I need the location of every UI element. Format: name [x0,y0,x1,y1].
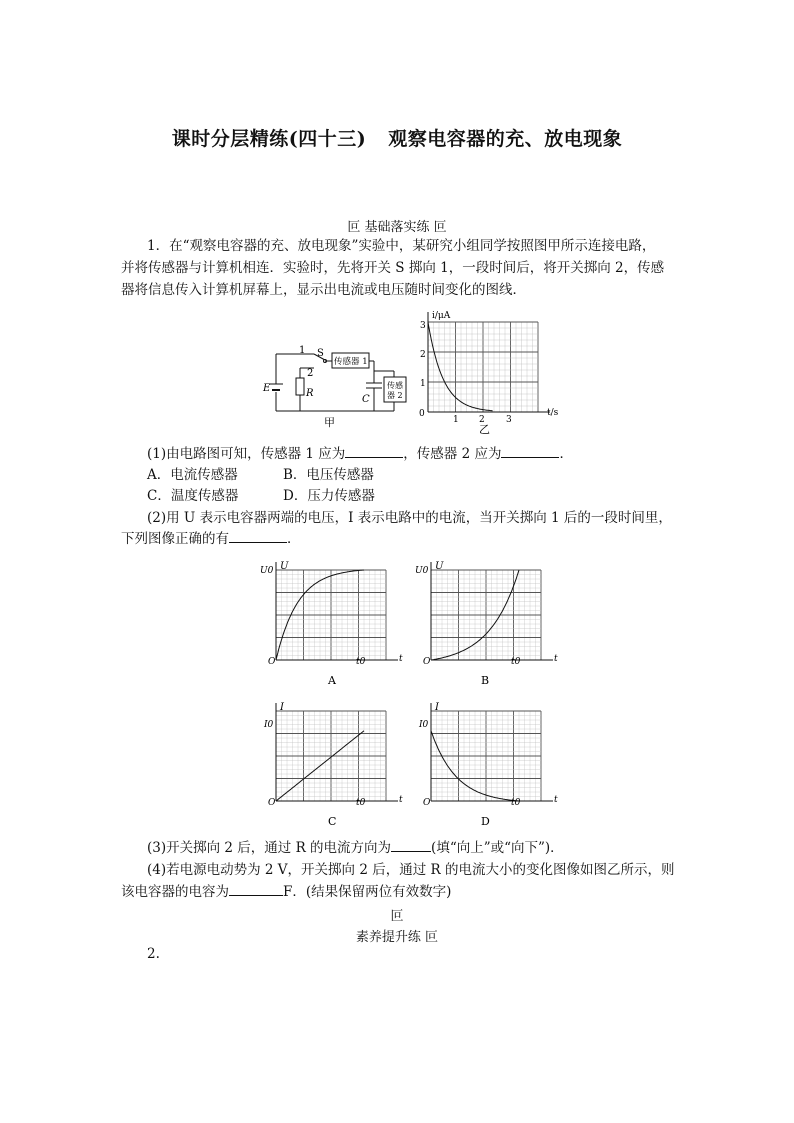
graph-a-origin: O [268,657,276,667]
graph-c-origin: O [268,798,276,808]
graph-d-x0: t0 [511,798,521,808]
switch-label: S [317,348,324,359]
graph-yi-ytick-2: 2 [420,350,426,360]
title-topic: 观察电容器的充、放电现象 [388,128,623,150]
q1-part4-text-a: 该电容器的电容为 [121,884,229,900]
sensor1-answer-blank[interactable] [345,443,403,458]
graph-a-grid [276,562,398,660]
graph-c-x0: t0 [356,798,366,808]
q1-part2-line1: (2)用 U 表示电容器两端的电压，I 表示电路中的电流，当开关掷向 1 后的一段时间里， [147,510,672,526]
graph-c-caption: C [328,815,337,828]
graph-yi-xlabel: t/s [547,408,559,418]
option-b: B．电压传感器 [283,467,374,483]
q1-part3-text-a: (3)开关掷向 2 后，通过 R 的电流方向为 [147,840,392,856]
graph-d-y0: I0 [419,720,429,730]
part3-answer-blank[interactable] [391,837,431,852]
q1-part3-text-b: (填“向上”或“向下”)． [431,840,564,856]
graph-a-x0: t0 [356,657,366,667]
graph-d-caption: D [481,815,490,828]
stray-mark: 叵 [390,909,404,924]
graph-a-yvar: U [280,561,289,572]
q1-part4-line1: (4)若电源电动势为 2 V，开关掷向 2 后，通过 R 的电流大小的变化图像如图乙所示，则 [147,862,675,878]
source-label: E [263,383,271,394]
q1-part1-text-a: (1)由电路图可知，传感器 1 应为 [147,446,346,462]
graph-c [258,699,418,829]
graph-a [258,558,418,688]
graph-yi-ylabel: i/μA [432,311,451,321]
graph-yi-ytick-1: 1 [420,379,426,389]
q1-line3: 器将信息传入计算机屏幕上，显示出电流或电压随时间变化的图线． [121,282,526,298]
graph-yi-xtick-2: 2 [479,415,485,425]
circuit-caption: 甲 [324,416,335,429]
graph-d-grid [431,703,553,801]
sensor2-label-top: 传感 [387,381,403,390]
graph-c-xvar: t [399,795,403,805]
q1-part2-text: 下列图像正确的有 [121,531,229,547]
graph-d [413,699,573,829]
graph-yi-xtick-3: 3 [506,415,512,425]
graph-b-origin: O [423,657,431,667]
part2-answer-blank[interactable] [229,528,287,543]
graph-b-xvar: t [554,654,558,664]
capacitor-label: C [362,394,370,405]
sensor2-answer-blank[interactable] [501,443,559,458]
q1-part2-end: ． [287,531,301,547]
graph-yi-grid [428,322,538,412]
page-title [0,124,794,151]
q1-part1 [147,443,573,465]
circuit-diagram [262,338,412,428]
q1-part3 [147,837,564,859]
option-d: D．压力传感器 [283,488,375,504]
graph-b-x0: t0 [511,657,521,667]
graph-yi [416,308,566,438]
option-a: A．电流传感器 [147,467,238,483]
contact-1-label: 1 [299,345,306,356]
q1-line1: 1．在“观察电容器的充、放电现象”实验中，某研究小组同学按照图甲所示连接电路， [147,238,656,254]
section-basic-header: 叵 基础落实练 叵 [347,220,447,235]
option-c: C．温度传感器 [147,488,239,504]
graph-yi-origin: 0 [419,409,425,419]
graph-yi-xtick-1: 1 [453,415,459,425]
graph-a-caption: A [328,674,336,687]
graph-c-y0: I0 [264,720,274,730]
graph-b [413,558,573,688]
graph-c-yvar: I [280,702,284,713]
q1-part1-text-c: ． [559,446,573,462]
graph-b-y0: U0 [415,566,429,576]
graph-d-origin: O [423,798,431,808]
graph-yi-ytick-3: 3 [420,321,426,331]
graph-b-grid [431,562,553,660]
graph-a-xvar: t [399,654,403,664]
resistor-label: R [306,388,314,399]
graph-b-caption: B [481,674,490,687]
q1-part2-line2 [121,528,301,550]
graph-a-y0: U0 [260,566,274,576]
part4-answer-blank[interactable] [229,881,283,896]
sensor1-label: 传感器 1 [334,357,368,367]
q1-part1-text-b: ，传感器 2 应为 [403,446,502,462]
graph-d-yvar: I [435,702,439,713]
q1-part4-text-b: F．(结果保留两位有效数字) [283,884,452,900]
q2-number: 2. [147,946,160,962]
graph-yi-caption: 乙 [479,423,490,436]
graph-b-yvar: U [435,561,444,572]
q1-part4-line2 [121,881,451,903]
contact-2-label: 2 [307,368,314,379]
section-improve-header: 素养提升练 叵 [355,930,439,945]
title-series: 课时分层精练(四十三) [171,128,367,150]
sensor2-label-bottom: 器 2 [387,391,403,400]
q1-line2: 并将传感器与计算机相连．实验时，先将开关 S 掷向 1，一段时间后，将开关掷向 2，传感 [121,260,665,276]
graph-d-xvar: t [554,795,558,805]
